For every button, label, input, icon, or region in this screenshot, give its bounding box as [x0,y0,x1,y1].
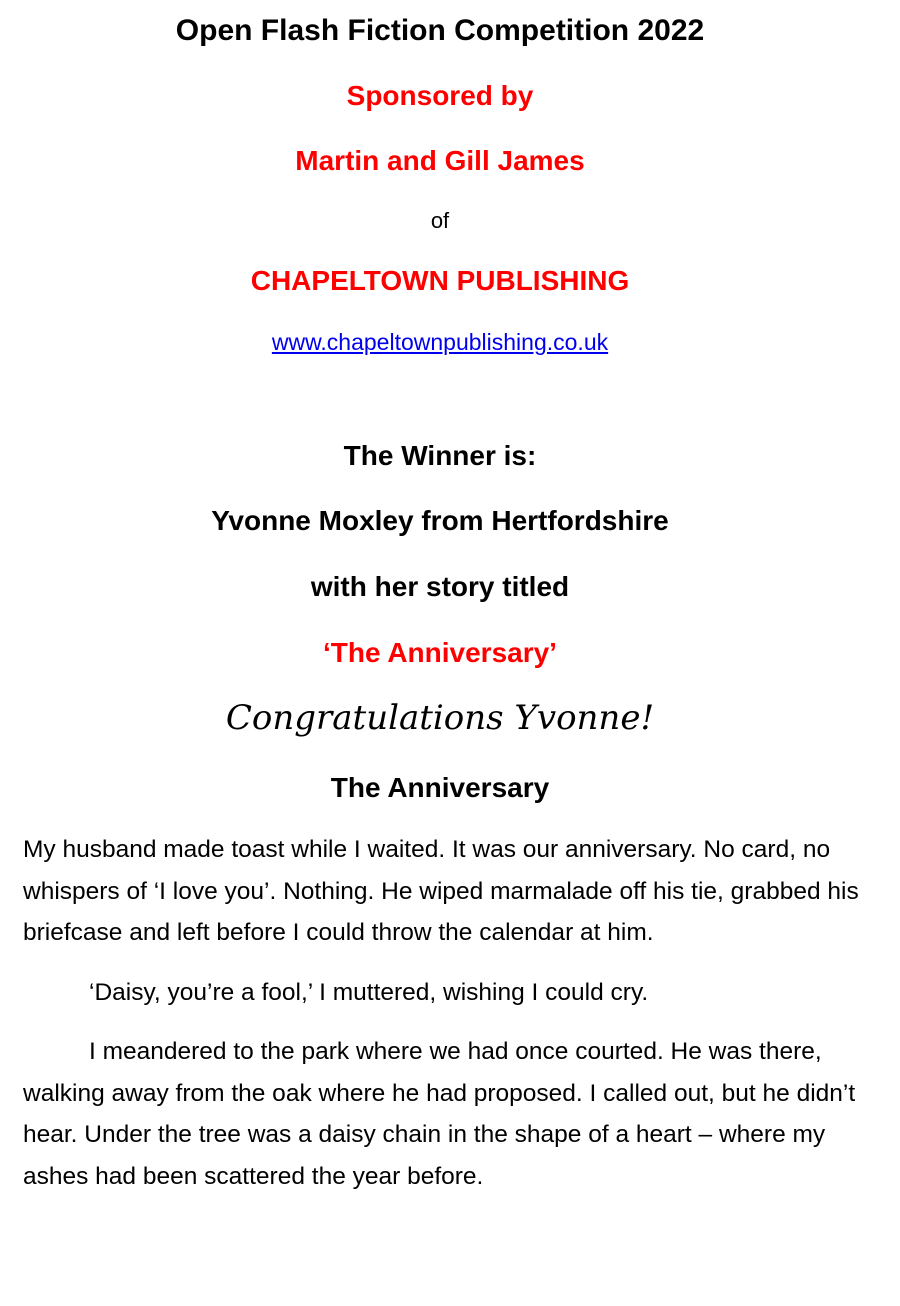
story-paragraph: I meandered to the park where we had once courted. He was there, walking away from the oak where he had proposed. I called out, but he didn’t hear. Under the tree was a daisy chain in the shape of a heart – where my ashes had been scattered the year before. [23,1038,856,1190]
story-paragraph: ‘Daisy, you’re a fool,’ I muttered, wishing I could cry. [89,978,649,1006]
sponsored-by-label: Sponsored by [346,80,534,111]
of-label: of [430,208,450,233]
competition-title: Open Flash Fiction Competition 2022 [175,14,705,47]
website-link-container [0,326,880,358]
winner-heading: The Winner is: [343,440,537,471]
website-link[interactable]: www.chapeltownpublishing.co.uk [271,329,609,355]
congratulations-message: Congratulations Yvonne! [225,698,655,738]
story-intro-line: with her story titled [310,571,570,602]
story-heading: The Anniversary [330,772,550,803]
story-paragraph: My husband made toast while I waited. It was our anniversary. No card, no whispers of ‘I love you’. Nothing. He wiped marmalade off his tie, grabbed his briefcase and left before I could throw the calendar at him. [23,836,859,946]
story-body [23,829,863,1215]
winning-story-title: ‘The Anniversary’ [323,637,557,668]
winner-name: Yvonne Moxley from Hertfordshire [211,505,669,536]
publisher-name: CHAPELTOWN PUBLISHING [250,265,630,296]
sponsor-names: Martin and Gill James [295,145,585,176]
